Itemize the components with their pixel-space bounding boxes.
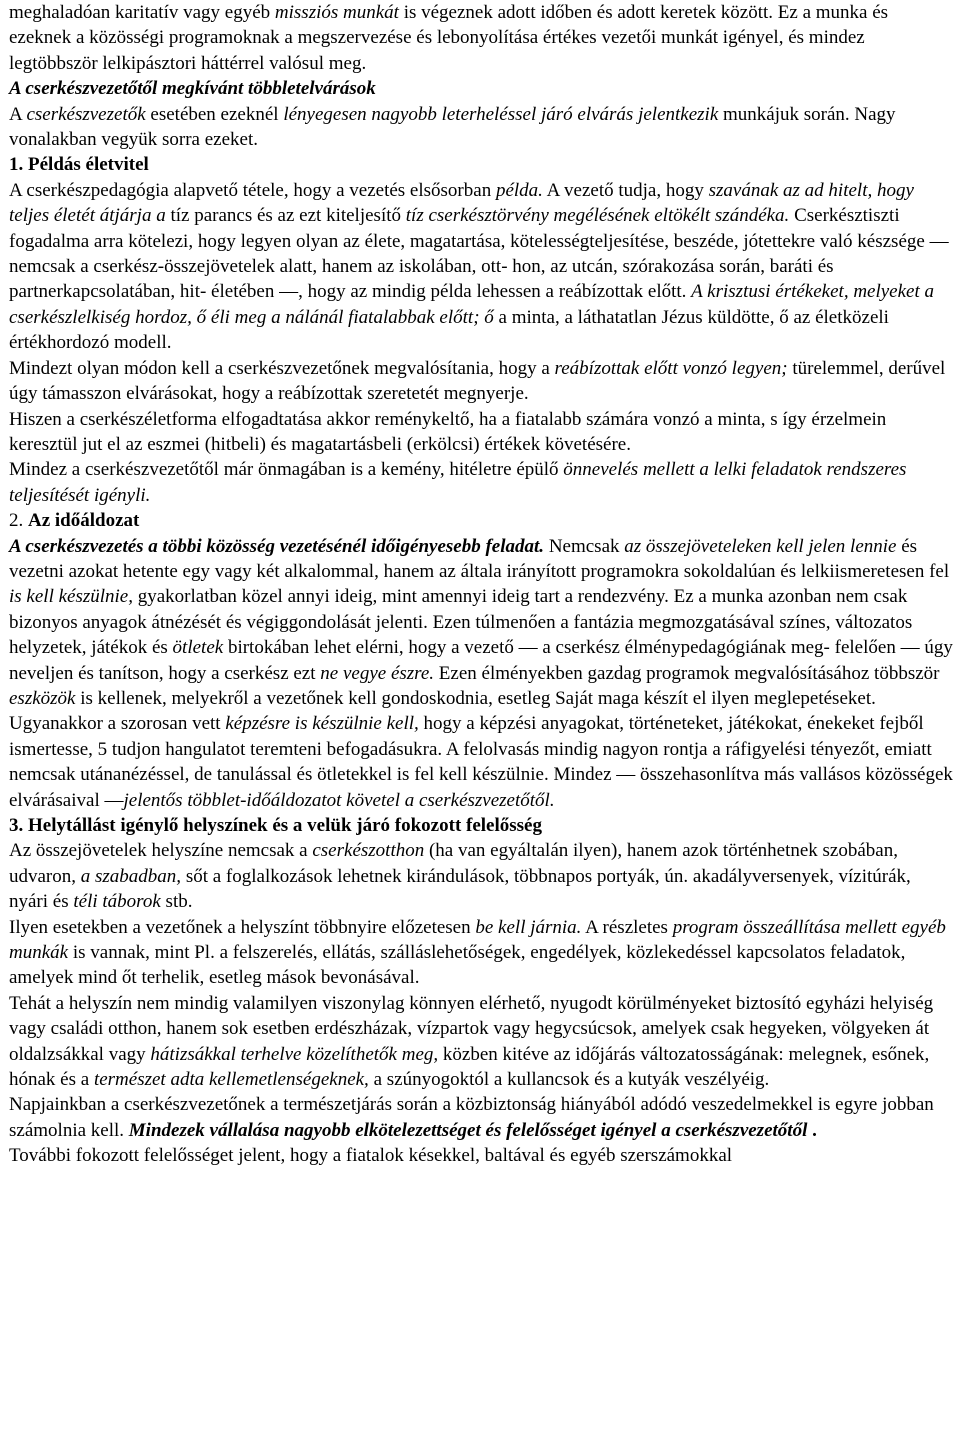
text-run: Mindezt olyan módon kell a cserkészvezetőnek megvalósítania, hogy a	[9, 357, 555, 379]
text-run: reábízottak előtt vonzó legyen;	[554, 357, 788, 379]
document-body	[9, 0, 954, 1169]
text-run: meghaladóan karitatív vagy egyéb	[9, 2, 275, 23]
expectations-intro	[9, 102, 954, 153]
text-run: Tehát a helyszín nem mindig valamilyen viszonylag könnyen elérhető, nyugodt körülményeket biztosító egyházi helyiség vagy családi otthon, hanem sok esetben erdészházak, vízpartok vagy hegycsúcsok, amelyek csak hegyeken, völgyeken át oldalzsákkal vagy	[9, 992, 934, 1065]
text-run: türelemmel, derűvel úgy támasszon elvárásokat, hogy a reábízottak szeretetét megnyerje.	[9, 357, 946, 405]
text-run: A	[9, 103, 27, 125]
paragraph-locations	[9, 838, 954, 914]
text-run: —	[929, 230, 949, 252]
paragraph-realize	[9, 356, 954, 407]
text-run: tíz parancs és az ezt kiteljesítő	[165, 205, 406, 227]
text-run: munkájuk során. Nagy vonalakban vegyük sorra ezeket.	[9, 103, 896, 151]
text-run: Az időáldozat	[28, 510, 140, 532]
text-run: a minta, a láthatatlan Jézus küldötte, ő az életközeli értékhordozó modell.	[9, 306, 889, 354]
text-run: is végeznek adott időben és adott keretek között. Ez a munka és ezeknek a közösségi programoknak a megszervezése és lebonyolítása értékes vezetői munkát igényel, és mindez legtöbbször lelkipásztori háttérrel valósul meg.	[9, 2, 889, 74]
text-run: Napjainkban a cserkészvezetőnek a természetjárás során a közbiztonság hiányából adódó veszedelmekkel is egyre jobban számolnia kell.	[9, 1094, 934, 1141]
text-run: szavának az ad hitelt, hogy teljes életét átjárja a	[9, 179, 914, 227]
text-run: összehasonlítva más vallásos közösségek elvárásaival	[9, 764, 953, 811]
text-run: Ezen élményekben gazdag programok megvalósításához többször	[434, 662, 940, 684]
text-run: A részletes	[581, 916, 673, 938]
section-heading-expectations	[9, 76, 954, 101]
text-run: Ilyen esetekben a vezetőnek a helyszínt többnyire előzetesen	[9, 916, 476, 938]
text-run: lényegesen nagyobb leterheléssel járó elvárás jelentkezik	[283, 103, 719, 125]
paragraph-acceptance	[9, 407, 954, 458]
text-run: természet adta kellemetlenségeknek,	[93, 1069, 369, 1091]
text-run: missziós munkát	[274, 2, 399, 23]
text-run: Hiszen a cserkészéletforma elfogadtatása akkor reménykeltő, ha a fiatalabb számára vonzó a minta, s így érzelmein keresztül jut el az eszmei (hitbeli) és magatartásbeli (erkölcsi) értékek követésére.	[9, 408, 887, 455]
text-run: —	[616, 764, 636, 786]
text-run: stb.	[160, 891, 193, 913]
text-run: is vannak, mint Pl. a felszerelés, ellátás, szálláslehetőségek, engedélyek, közlekedéssel kapcsolatos feladatok, amelyek mind őt terhelik, esetleg mások bevonásával.	[9, 942, 906, 989]
text-run: Mindezek vállalása nagyobb elkötelezettséget és felelősséget igényel a cserkészvezetőtől	[128, 1119, 808, 1141]
text-run: 1. Példás életvitel	[9, 154, 149, 176]
intro-paragraph	[9, 0, 954, 76]
text-run: (ha van egyáltalán ilyen), hanem azok történhetnek szobában, udvaron,	[9, 840, 898, 887]
text-run: Cserkésztiszti fogadalma arra kötelezi, hogy legyen olyan az élete, magatartása, kötelességteljesítése, beszéde, jótettekre való készsége	[9, 205, 930, 252]
text-run: tíz cserkésztörvény megélésének eltökélt szándéka.	[405, 205, 790, 227]
text-run: —	[279, 281, 299, 303]
text-run: sőt a foglalkozások lehetnek kirándulások, többnapos portyák, ún. akadályversenyek, vízitúrák, nyári és	[9, 865, 911, 913]
text-run: A cserkészvezetőtől megkívánt többletelvárások	[9, 78, 376, 100]
text-run: További fokozott felelősséget jelent, hogy a fiatalok késekkel, baltával és egyéb szerszámokkal	[9, 1145, 733, 1167]
paragraph-exemplary-life	[9, 178, 954, 356]
paragraph-remote-locations	[9, 991, 954, 1093]
text-run: Mindez a cserkészvezetőtől már önmagában is a kemény, hitéletre épülő	[9, 459, 564, 481]
text-run: az összejöveteleken kell jelen lennie	[624, 535, 897, 557]
text-run: A cserkészpedagógia alapvető tétele, hogy a vezetés elsősorban	[9, 179, 496, 201]
paragraph-self-education	[9, 457, 954, 508]
text-run: eszközök	[9, 687, 76, 709]
heading-2-time-sacrifice	[9, 508, 954, 533]
text-run: hátizsákkal terhelve közelíthetők meg,	[150, 1043, 439, 1065]
text-run: .	[807, 1119, 817, 1141]
text-run: , hogy az mindig példa lehessen a reábízottak előtt.	[298, 281, 692, 303]
text-run: cserkészvezetők	[26, 103, 146, 125]
text-run: gyakorlatban közel annyi ideig, mint amennyi ideig tart a rendezvény. Ez a munka azonban nem csak bizonyos anyagok átnézését és végiggondolását jelenti. Ezen túlmenően a fantázia megmozgatásával színes, változatos helyzetek, játékok és	[9, 586, 913, 659]
text-run: és vezetni azokat hetente egy vagy két alkalommal, hanem az általa irányított programokra sokoldalúan és lelkiismeretesen fel	[9, 535, 950, 582]
text-run: is kellenek, melyekről a vezetőnek kell gondoskodnia, esetleg Saját maga készít el ilyen meglepetéseket. Ugyanakkor a szorosan vett	[9, 687, 876, 735]
text-run: téli táborok	[73, 891, 161, 913]
text-run: ne vegye észre.	[320, 662, 435, 684]
text-run: példa.	[495, 179, 543, 201]
text-run: is kell készülnie,	[9, 586, 133, 608]
text-run: A vezető tudja, hogy	[542, 179, 709, 201]
text-run: birtokában lehet elérni, hogy a vezető	[223, 637, 519, 659]
text-run: Nemcsak	[544, 535, 625, 557]
text-run: hogy a képzési anyagokat, történeteket, játékokat, énekeket fejből ismertesse, 5 tudjon hangulatot teremteni befogadásukra. A felolvasás mindig nagyon rontja a ráfigyelési tényezőt, emiatt nemcsak utánanézéssel, de tanulással és ötletekkel is fel kell készülnie. Mindez	[9, 713, 932, 786]
paragraph-tools	[9, 1143, 954, 1168]
text-run: cserkészotthon	[312, 840, 425, 862]
text-run: 3. Helytállást igénylő helyszínek és a velük járó fokozott felelősség	[9, 815, 542, 836]
text-run: esetében ezeknél	[145, 103, 284, 125]
text-run: nemcsak a cserkész-összejövetelek alatt, hanem az iskolában, ott- hon, az utcán, szórakozása során, baráti és partnerkapcsolatában, hit- életében	[9, 256, 834, 303]
text-run: képzésre is készülnie kell,	[225, 713, 419, 735]
paragraph-time-sacrifice	[9, 534, 954, 813]
text-run: a cserkész élménypedagógiának meg- felelően	[537, 637, 901, 659]
text-run: —	[104, 789, 124, 811]
paragraph-walk-through	[9, 915, 954, 991]
heading-3-locations	[9, 813, 954, 838]
text-run: úgy neveljen és tanítson, hogy a cserkész ezt	[9, 637, 953, 684]
paragraph-dangers	[9, 1092, 954, 1143]
text-run: önnevelés mellett a lelki feladatok rendszeres teljesítését igényli.	[9, 459, 907, 506]
text-run: be kell járnia.	[475, 916, 582, 938]
text-run: —	[518, 637, 538, 659]
text-run: ötletek	[172, 637, 224, 659]
text-run: 2.	[9, 510, 28, 532]
text-run: A krisztusi értékeket, melyeket a cserkészlelkiség hordoz, ő éli meg a nálánál fiatalabbak előtt; ő	[9, 281, 935, 328]
text-run: Az összejövetelek helyszíne nemcsak a	[9, 840, 313, 862]
text-run: a szabadban,	[80, 865, 182, 887]
heading-1-exemplary-life	[9, 152, 954, 177]
text-run: közben kitéve az időjárás változatosságának: melegnek, esőnek, hónak és a	[9, 1043, 930, 1091]
text-run: —	[900, 637, 920, 659]
text-run: jelentős többlet-időáldozatot követel a cserkészvezetőtől.	[123, 789, 555, 811]
text-run: a szúnyogoktól a kullancsok és a kutyák veszélyéig.	[368, 1069, 770, 1091]
text-run: A cserkészvezetés a többi közösség vezetésénél időigényesebb feladat.	[9, 535, 545, 557]
text-run: program összeállítása mellett egyéb munkák	[9, 916, 946, 964]
